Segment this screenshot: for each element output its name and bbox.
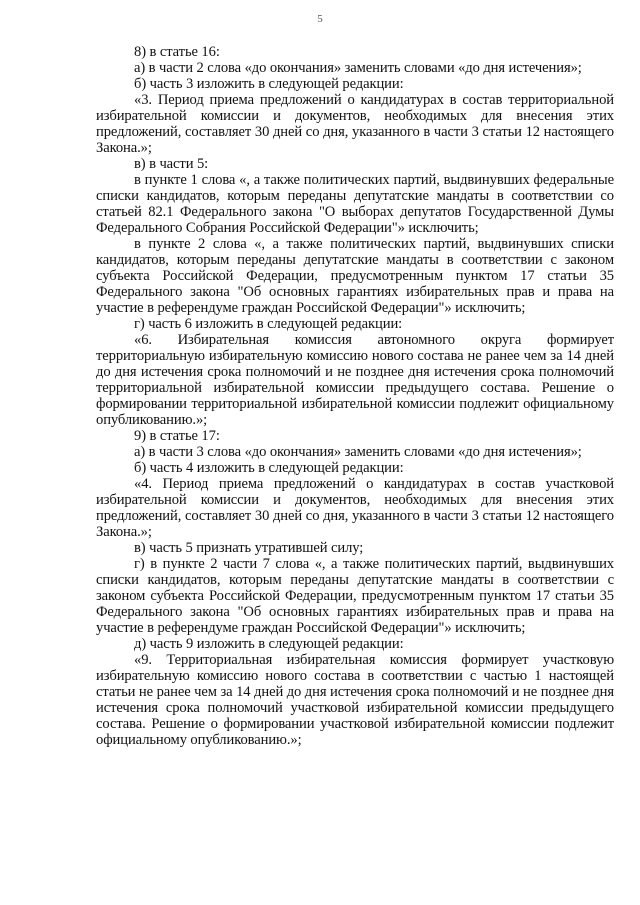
- paragraph-16-v: в) в части 5:: [134, 156, 209, 172]
- paragraph-17-a: а) в части 3 слова «до окончания» заменить словами «до дня истечения»;: [134, 444, 582, 460]
- paragraph-article-17: 9) в статье 17:: [134, 428, 220, 444]
- paragraph-17-b: б) часть 4 изложить в следующей редакции:: [134, 460, 404, 476]
- paragraph-17-d: д) часть 9 изложить в следующей редакции:: [134, 636, 404, 652]
- document-body: [96, 44, 614, 748]
- paragraph-17-v: в) часть 5 признать утратившей силу;: [134, 540, 364, 556]
- paragraph-17-g: г) в пункте 2 части 7 слова «, а также политических партий, выдвинувших списки кандидатов, которым переданы депутатские мандаты в соответствии с законом субъекта Российской Федерации, предусмотренным пунктом 17 статьи 35 Федерального закона "Об основных гарантиях избирательных прав и права на участие в референдуме граждан Российской Федерации"» исключить;: [96, 556, 614, 636]
- paragraph-16-v-item-1: в пункте 1 слова «, а также политических партий, выдвинувших федеральные списки кандидатов, которым переданы депутатские мандаты в соответствии со статьей 82.1 Федерального закона "О выборах депутатов Государственной Думы Федерального Собрания Российской Федерации"» исключить;: [96, 172, 614, 236]
- paragraph-16-part-3-text: «3. Период приема предложений о кандидатурах в состав территориальной избирательной комиссии и документов, необходимых для внесения этих предложений, составляет 30 дней со дня, указанного в части 3 статьи 12 настоящего Закона.»;: [96, 92, 614, 156]
- paragraph-16-a: а) в части 2 слова «до окончания» заменить словами «до дня истечения»;: [134, 60, 582, 76]
- paragraph-article-16: 8) в статье 16:: [134, 44, 220, 60]
- paragraph-17-part-4-text: «4. Период приема предложений о кандидатурах в состав участковой избирательной комиссии и документов, необходимых для внесения этих предложений, составляет 30 дней со дня, указанного в части 3 статьи 12 настоящего Закона.»;: [96, 476, 614, 540]
- paragraph-17-part-9-text: «9. Территориальная избирательная комиссия формирует участковую избирательную комиссию нового состава в соответствии с частью 1 настоящей статьи не ранее чем за 14 дней до дня истечения срока полномочий и не позднее дня истечения срока полномочий участковой избирательной комиссии предыдущего состава. Решение о формировании участковой избирательной комиссии подлежит официальному опубликованию.»;: [96, 652, 614, 748]
- paragraph-16-g: г) часть 6 изложить в следующей редакции:: [134, 316, 403, 332]
- paragraph-16-b: б) часть 3 изложить в следующей редакции:: [134, 76, 404, 92]
- paragraph-16-v-item-2: в пункте 2 слова «, а также политических партий, выдвинувших списки кандидатов, которым переданы депутатские мандаты в соответствии с законом субъекта Российской Федерации, предусмотренным пунктом 17 статьи 35 Федерального закона "Об основных гарантиях избирательных прав и права на участие в референдуме граждан Российской Федерации"» исключить;: [96, 236, 614, 316]
- page-number: 5: [317, 13, 323, 25]
- paragraph-16-part-6-text: «6. Избирательная комиссия автономного округа формирует территориальную избирательную комиссию нового состава не ранее чем за 14 дней до дня истечения срока полномочий и не позднее дня истечения срока полномочий территориальной избирательной комиссии предыдущего состава. Решение о формировании территориальной избирательной комиссии подлежит официальному опубликованию.»;: [96, 332, 614, 428]
